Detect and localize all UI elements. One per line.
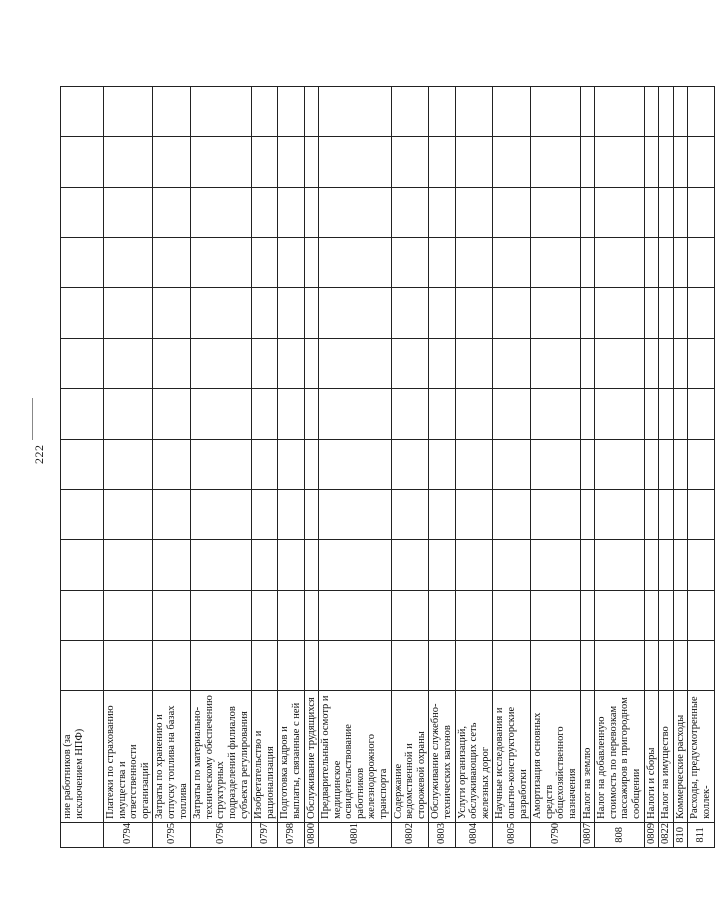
value-cell (252, 439, 278, 489)
value-cell (659, 288, 674, 338)
value-cell (659, 389, 674, 439)
value-cell (61, 540, 104, 590)
value-cell (252, 87, 278, 137)
value-cell (391, 137, 429, 187)
table-row (493, 87, 531, 848)
value-cell (278, 137, 304, 187)
value-cell (319, 338, 392, 388)
value-cell (455, 489, 493, 539)
value-cell (644, 640, 659, 690)
value-cell (153, 137, 191, 187)
table-row (278, 87, 304, 848)
value-cell (493, 137, 531, 187)
value-cell (191, 288, 252, 338)
value-cell (391, 640, 429, 690)
value-cell (429, 540, 455, 590)
value-cell (455, 540, 493, 590)
value-cell (104, 137, 153, 187)
cost-code-cell: 0796 (191, 822, 252, 847)
table-row (688, 87, 714, 848)
value-cell (688, 87, 714, 137)
value-cell (531, 489, 580, 539)
value-cell (595, 439, 644, 489)
cost-name-cell: Расходы, предусмотренные коллек- (688, 691, 714, 823)
value-cell (153, 238, 191, 288)
value-cell (104, 590, 153, 640)
cost-code-cell: 811 (688, 822, 714, 847)
value-cell (61, 137, 104, 187)
value-cell (304, 87, 319, 137)
value-cell (252, 389, 278, 439)
value-cell (580, 338, 595, 388)
value-cell (455, 238, 493, 288)
value-cell (319, 439, 392, 489)
cost-code-cell: 810 (673, 822, 688, 847)
value-cell (673, 640, 688, 690)
value-cell (429, 489, 455, 539)
cost-name-cell: Затраты по материально-техническому обеспечению структурных подразделений филиалов субъекта регулирования (191, 691, 252, 823)
value-cell (104, 489, 153, 539)
value-cell (659, 338, 674, 388)
cost-code-cell: 0809 (644, 822, 659, 847)
value-cell (659, 489, 674, 539)
value-cell (278, 590, 304, 640)
value-cell (319, 590, 392, 640)
value-cell (278, 187, 304, 237)
value-cell (319, 389, 392, 439)
cost-name-cell: Содержание ведомственной и сторожевой охраны (391, 691, 429, 823)
value-cell (391, 439, 429, 489)
value-cell (644, 338, 659, 388)
value-cell (455, 439, 493, 489)
value-cell (304, 238, 319, 288)
table-row (531, 87, 580, 848)
value-cell (644, 87, 659, 137)
value-cell (191, 590, 252, 640)
value-cell (104, 187, 153, 237)
value-cell (104, 87, 153, 137)
value-cell (580, 590, 595, 640)
value-cell (191, 187, 252, 237)
value-cell (688, 439, 714, 489)
value-cell (191, 489, 252, 539)
cost-name-cell: Подготовка кадров и выплаты, связанные с ней (278, 691, 304, 823)
cost-code-cell: 0807 (580, 822, 595, 847)
value-cell (191, 389, 252, 439)
value-cell (688, 590, 714, 640)
value-cell (644, 489, 659, 539)
cost-name-cell: Платежи по страхованию имущества и ответственности организаций (104, 691, 153, 823)
value-cell (644, 590, 659, 640)
value-cell (252, 187, 278, 237)
value-cell (688, 640, 714, 690)
value-cell (531, 640, 580, 690)
cost-code-cell: 0797 (252, 822, 278, 847)
value-cell (304, 389, 319, 439)
value-cell (191, 540, 252, 590)
table-row (304, 87, 319, 848)
cost-code-cell: 0805 (493, 822, 531, 847)
value-cell (252, 338, 278, 388)
value-cell (595, 338, 644, 388)
value-cell (61, 87, 104, 137)
value-cell (153, 540, 191, 590)
value-cell (455, 288, 493, 338)
value-cell (595, 87, 644, 137)
value-cell (252, 238, 278, 288)
cost-name-cell: Налог на добавленную стоимость по перевозкам пассажиров в пригородном сообщении (595, 691, 644, 823)
value-cell (531, 238, 580, 288)
value-cell (595, 238, 644, 288)
value-cell (531, 439, 580, 489)
value-cell (61, 338, 104, 388)
table-row (391, 87, 429, 848)
table-row (319, 87, 392, 848)
table-row (644, 87, 659, 848)
value-cell (659, 238, 674, 288)
value-cell (493, 439, 531, 489)
value-cell (278, 238, 304, 288)
value-cell (304, 540, 319, 590)
table-row (252, 87, 278, 848)
cost-name-cell: Затраты по хранению и отпуску топлива на базах топлива (153, 691, 191, 823)
value-cell (61, 489, 104, 539)
value-cell (580, 137, 595, 187)
cost-name-cell: Изобретательство и рационализация (252, 691, 278, 823)
cost-code-cell: 0822 (659, 822, 674, 847)
cost-code-cell (61, 822, 104, 847)
value-cell (304, 187, 319, 237)
value-cell (191, 439, 252, 489)
value-cell (429, 187, 455, 237)
value-cell (191, 640, 252, 690)
value-cell (455, 87, 493, 137)
value-cell (644, 439, 659, 489)
value-cell (493, 489, 531, 539)
value-cell (595, 187, 644, 237)
value-cell (688, 137, 714, 187)
value-cell (688, 389, 714, 439)
cost-name-cell: Амортизация основных средств общехозяйственного назначения (531, 691, 580, 823)
value-cell (191, 238, 252, 288)
value-cell (61, 439, 104, 489)
value-cell (659, 590, 674, 640)
value-cell (391, 288, 429, 338)
value-cell (595, 489, 644, 539)
value-cell (153, 87, 191, 137)
value-cell (644, 540, 659, 590)
value-cell (688, 238, 714, 288)
value-cell (104, 540, 153, 590)
value-cell (391, 540, 429, 590)
value-cell (673, 338, 688, 388)
value-cell (455, 389, 493, 439)
cost-name-cell: Налоги и сборы (644, 691, 659, 823)
value-cell (319, 87, 392, 137)
value-cell (252, 590, 278, 640)
value-cell (429, 590, 455, 640)
value-cell (688, 489, 714, 539)
value-cell (595, 540, 644, 590)
value-cell (455, 137, 493, 187)
value-cell (595, 640, 644, 690)
value-cell (429, 439, 455, 489)
value-cell (493, 238, 531, 288)
value-cell (673, 187, 688, 237)
value-cell (61, 187, 104, 237)
value-cell (304, 489, 319, 539)
value-cell (659, 640, 674, 690)
value-cell (61, 238, 104, 288)
value-cell (595, 137, 644, 187)
value-cell (319, 640, 392, 690)
value-cell (304, 439, 319, 489)
value-cell (688, 540, 714, 590)
value-cell (304, 137, 319, 187)
value-cell (319, 137, 392, 187)
value-cell (673, 87, 688, 137)
value-cell (304, 288, 319, 338)
value-cell (673, 439, 688, 489)
value-cell (61, 640, 104, 690)
cost-items-table (60, 86, 715, 848)
table-row (153, 87, 191, 848)
value-cell (191, 137, 252, 187)
value-cell (673, 137, 688, 187)
value-cell (659, 439, 674, 489)
cost-name-cell: Предварительный осмотр и медицинское освидетельствование работников железнодорожного транспорта (319, 691, 392, 823)
value-cell (455, 640, 493, 690)
value-cell (673, 590, 688, 640)
value-cell (493, 338, 531, 388)
value-cell (673, 489, 688, 539)
cost-code-cell: 0798 (278, 822, 304, 847)
value-cell (644, 187, 659, 237)
value-cell (252, 640, 278, 690)
value-cell (580, 238, 595, 288)
value-cell (153, 640, 191, 690)
value-cell (153, 288, 191, 338)
value-cell (429, 389, 455, 439)
cost-code-cell: 0803 (429, 822, 455, 847)
cost-name-cell: Обслуживание трудящихся (304, 691, 319, 823)
value-cell (531, 288, 580, 338)
page-number: 222 (32, 444, 46, 464)
value-cell (278, 489, 304, 539)
value-cell (429, 288, 455, 338)
table-row (455, 87, 493, 848)
value-cell (429, 238, 455, 288)
value-cell (644, 137, 659, 187)
value-cell (673, 540, 688, 590)
value-cell (644, 288, 659, 338)
value-cell (319, 288, 392, 338)
value-cell (493, 87, 531, 137)
value-cell (493, 640, 531, 690)
scan-margin-mark (32, 398, 33, 440)
value-cell (493, 288, 531, 338)
value-cell (191, 87, 252, 137)
value-cell (429, 137, 455, 187)
value-cell (659, 87, 674, 137)
value-cell (455, 187, 493, 237)
value-cell (391, 238, 429, 288)
table-row (595, 87, 644, 848)
cost-name-cell: Налог на имущество (659, 691, 674, 823)
value-cell (319, 489, 392, 539)
cost-code-cell: 0790 (531, 822, 580, 847)
value-cell (319, 187, 392, 237)
value-cell (104, 389, 153, 439)
table-row (191, 87, 252, 848)
value-cell (104, 288, 153, 338)
rotated-table-container (60, 86, 712, 848)
value-cell (278, 338, 304, 388)
value-cell (61, 288, 104, 338)
value-cell (252, 288, 278, 338)
value-cell (531, 389, 580, 439)
value-cell (455, 590, 493, 640)
value-cell (659, 137, 674, 187)
cost-name-cell: ние работников (за исключением НПФ) (61, 691, 104, 823)
value-cell (493, 540, 531, 590)
cost-code-cell: 0794 (104, 822, 153, 847)
value-cell (580, 540, 595, 590)
value-cell (391, 87, 429, 137)
value-cell (673, 389, 688, 439)
value-cell (580, 87, 595, 137)
value-cell (278, 439, 304, 489)
table-row (580, 87, 595, 848)
table-row (659, 87, 674, 848)
value-cell (191, 338, 252, 388)
cost-code-cell: 0800 (304, 822, 319, 847)
value-cell (252, 489, 278, 539)
cost-name-cell: Налог на землю (580, 691, 595, 823)
table-row (61, 87, 104, 848)
value-cell (304, 590, 319, 640)
cost-code-cell: 0802 (391, 822, 429, 847)
value-cell (278, 87, 304, 137)
value-cell (429, 640, 455, 690)
value-cell (659, 540, 674, 590)
value-cell (153, 338, 191, 388)
value-cell (595, 389, 644, 439)
value-cell (644, 238, 659, 288)
value-cell (531, 137, 580, 187)
cost-name-cell: Научные исследования и опытно-конструкторские разработки (493, 691, 531, 823)
value-cell (580, 187, 595, 237)
value-cell (278, 640, 304, 690)
value-cell (493, 389, 531, 439)
value-cell (104, 439, 153, 489)
value-cell (580, 439, 595, 489)
value-cell (688, 187, 714, 237)
value-cell (493, 590, 531, 640)
value-cell (153, 389, 191, 439)
cost-name-cell: Коммерческие расходы (673, 691, 688, 823)
value-cell (580, 389, 595, 439)
value-cell (673, 288, 688, 338)
value-cell (278, 288, 304, 338)
value-cell (153, 590, 191, 640)
value-cell (104, 238, 153, 288)
value-cell (595, 590, 644, 640)
value-cell (153, 489, 191, 539)
value-cell (659, 187, 674, 237)
value-cell (531, 590, 580, 640)
value-cell (153, 187, 191, 237)
value-cell (391, 590, 429, 640)
value-cell (104, 640, 153, 690)
value-cell (319, 238, 392, 288)
value-cell (531, 187, 580, 237)
value-cell (304, 640, 319, 690)
value-cell (252, 137, 278, 187)
value-cell (493, 187, 531, 237)
cost-code-cell: 0801 (319, 822, 392, 847)
value-cell (153, 439, 191, 489)
table-row (104, 87, 153, 848)
value-cell (455, 338, 493, 388)
value-cell (580, 489, 595, 539)
value-cell (61, 389, 104, 439)
value-cell (429, 338, 455, 388)
cost-code-cell: 0795 (153, 822, 191, 847)
value-cell (531, 540, 580, 590)
value-cell (580, 288, 595, 338)
value-cell (391, 389, 429, 439)
cost-name-cell: Обслуживание служебно-технических вагонов (429, 691, 455, 823)
value-cell (252, 540, 278, 590)
value-cell (391, 187, 429, 237)
value-cell (278, 389, 304, 439)
value-cell (688, 288, 714, 338)
value-cell (580, 640, 595, 690)
value-cell (688, 338, 714, 388)
table-row (673, 87, 688, 848)
value-cell (644, 389, 659, 439)
cost-code-cell: 0804 (455, 822, 493, 847)
table-row (429, 87, 455, 848)
value-cell (531, 338, 580, 388)
value-cell (673, 238, 688, 288)
value-cell (391, 338, 429, 388)
value-cell (319, 540, 392, 590)
value-cell (391, 489, 429, 539)
cost-name-cell: Услуги организаций, обслуживающих сеть железных дорог (455, 691, 493, 823)
cost-code-cell: 808 (595, 822, 644, 847)
value-cell (429, 87, 455, 137)
value-cell (104, 338, 153, 388)
value-cell (595, 288, 644, 338)
value-cell (61, 590, 104, 640)
value-cell (304, 338, 319, 388)
value-cell (278, 540, 304, 590)
value-cell (531, 87, 580, 137)
